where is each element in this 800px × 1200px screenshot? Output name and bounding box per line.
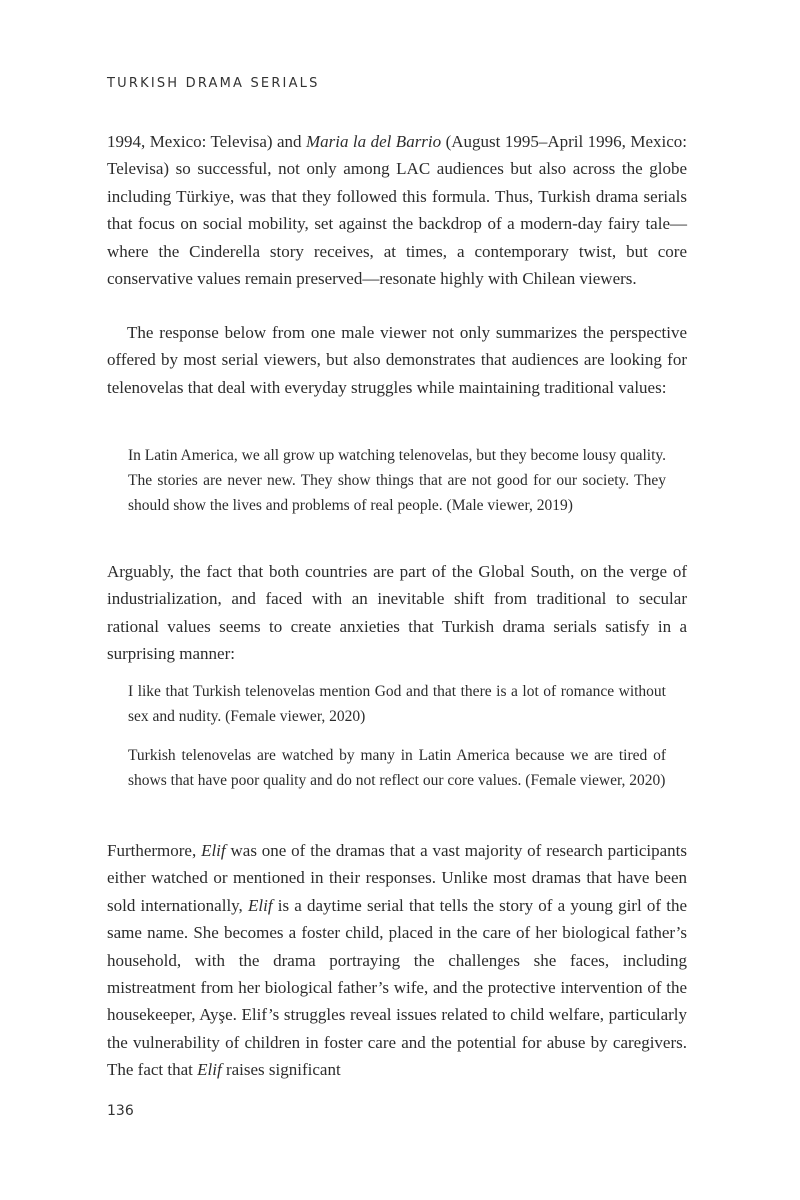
paragraph-3: Arguably, the fact that both countries are part of the Global South, on the verge of industrialization, and faced with an inevitable shift from traditional to secular rational values seems to create anxieties that Turkish drama serials satisfy in a surprising manner:	[107, 562, 687, 664]
paragraph-4	[107, 837, 687, 1084]
paragraph-1-text-b: (August 1995–April 1996, Mexico: Televisa) so successful, not only among LAC audiences but also across the globe including Türkiye, was that they followed this formula. Thus, Turkish drama serials that focus on social mobility, set against the backdrop of a modern-day fairy tale—where the Cinderella story receives, at times, a contemporary twist, but core conservative values remain preserved—resonate highly with Chilean viewers.	[107, 132, 687, 289]
paragraph-1	[107, 128, 687, 292]
paragraph-4-text-b: was one of the dramas that a vast majority of research participants either watched or mentioned in their responses. Unlike most dramas that have been sold internationally,	[107, 841, 687, 915]
block-quote-2: I like that Turkish telenovelas mention God and that there is a lot of romance without sex and nudity. (Female viewer, 2020)	[128, 683, 666, 725]
show-title-elif-3: Elif	[197, 1060, 222, 1080]
show-title-maria-la-del-barrio: Maria la del Barrio	[305, 132, 442, 151]
show-title-elif-2: Elif	[248, 895, 273, 915]
paragraph-1-text-a: 1994, Mexico: Televisa) and	[107, 132, 306, 151]
block-quote-1: In Latin America, we all grow up watching telenovelas, but they become lousy quality. The stories are never new. They show things that are not good for our society. They should show the lives and problems of real people. (Male viewer, 2019)	[128, 447, 666, 514]
page-number: 136	[107, 1103, 134, 1119]
paragraph-4-text-a: Furthermore,	[107, 841, 202, 860]
paragraph-4-text-c: is a daytime serial that tells the story of a young girl of the same name. She becomes a foster child, placed in the care of her biological father’s household, with the drama portraying the challenges she faces, including mistreatment from her biological father’s wife, and the protective intervention of the housekeeper, Ayşe. Elif’s struggles reveal issues related to child welfare, particularly the vulnerability of children in foster care and the potential for abuse by caregivers. The fact that	[107, 895, 687, 1080]
running-head: TURKISH DRAMA SERIALS	[107, 76, 320, 91]
show-title-elif-1: Elif	[201, 841, 226, 860]
block-quote-3: Turkish telenovelas are watched by many in Latin America because we are tired of shows that have poor quality and do not reflect our core values. (Female viewer, 2020)	[128, 747, 666, 789]
paragraph-2: The response below from one male viewer not only summarizes the perspective offered by most serial viewers, but also demonstrates that audiences are looking for telenovelas that deal with everyday struggles while maintaining traditional values:	[107, 323, 687, 397]
paragraph-4-text-d: raises significant	[221, 1060, 341, 1080]
